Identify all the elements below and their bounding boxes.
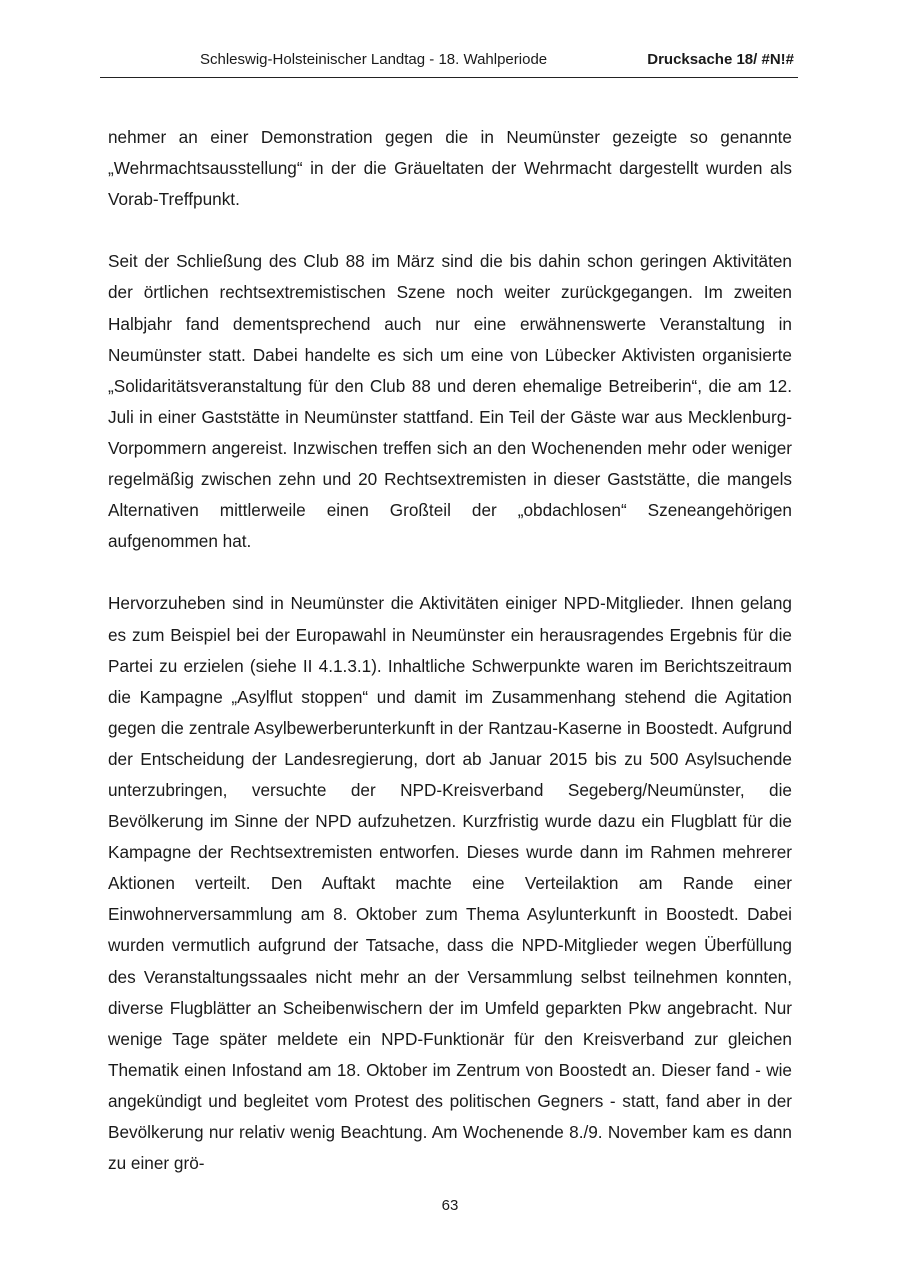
header-divider xyxy=(100,77,798,78)
page-number: 63 xyxy=(441,1197,459,1214)
header-document-number: Drucksache 18/ #N!# xyxy=(647,51,794,68)
paragraph: Seit der Schließung des Club 88 im März sind die bis dahin schon geringen Aktivitäten der örtlichen rechtsextremistischen Szene noch weiter zurückgegangen. Im zweiten Halbjahr fand dementsprechend auch nur eine erwähnenswerte Veranstaltung in Neumünster statt. Dabei handelte es sich um eine von Lübecker Aktivisten organisierte „Solidaritätsveranstaltung für den Club 88 und deren ehemalige Betreiberin“, die am 12. Juli in einer Gaststätte in Neumünster stattfand. Ein Teil der Gäste war aus Mecklenburg-Vorpommern angereist. Inzwischen treffen sich an den Wochenenden mehr oder weniger regelmäßig zwischen zehn und 20 Rechtsextremisten in dieser Gaststätte, die mangels Alternativen mittlerweile einen Großteil der „obdachlosen“ Szeneangehörigen aufgenommen hat. xyxy=(108,251,792,552)
paragraph: Hervorzuheben sind in Neumünster die Aktivitäten einiger NPD-Mitglieder. Ihnen gelang es zum Beispiel bei der Europawahl in Neumünster ein herausragendes Ergebnis für die Partei zu erzielen (siehe II 4.1.3.1). Inhaltliche Schwerpunkte waren im Berichtszeitraum die Kampagne „Asylflut stoppen“ und damit im Zusammenhang stehend die Agitation gegen die zentrale Asylbewerberunterkunft in der Rantzau-Kaserne in Boostedt. Aufgrund der Entscheidung der Landesregierung, dort ab Januar 2015 bis zu 500 Asylsuchende unterzubringen, versuchte der NPD-Kreisverband Segeberg/Neumünster, die Bevölkerung im Sinne der NPD aufzuhetzen. Kurzfristig wurde dazu ein Flugblatt für die Kampagne der Rechtsextremisten entworfen. Dieses wurde dann im Rahmen mehrerer Aktionen verteilt. Den Auftakt machte eine Verteilaktion am Rande einer Einwohnerversammlung am 8. Oktober zum Thema Asylunterkunft in Boostedt. Dabei wurden vermutlich aufgrund der Tatsache, dass die NPD-Mitglieder wegen Überfüllung des Veranstaltungssaales nicht mehr an der Versammlung selbst teilnehmen konnten, diverse Flugblätter an Scheibenwischern der im Umfeld geparkten Pkw angebracht. Nur wenige Tage später meldete ein NPD-Funktionär für den Kreisverband zur gleichen Thematik einen Infostand am 18. Oktober im Zentrum von Boostedt an. Dieser fand - wie angekündigt und begleitet vom Protest des politischen Gegners - statt, fand aber in der Bevölkerung nur relativ wenig Beachtung. Am Wochenende 8./9. November kam es dann zu einer grö- xyxy=(108,593,792,1174)
paragraph: nehmer an einer Demonstration gegen die in Neumünster gezeigte so genannte „Wehrmachtsausstellung“ in der die Gräueltaten der Wehrmacht dargestellt wurden als Vorab-Treffpunkt. xyxy=(108,127,792,210)
body-text xyxy=(108,122,792,1210)
header-title: Schleswig-Holsteinischer Landtag - 18. Wahlperiode xyxy=(200,51,548,68)
page-header xyxy=(100,50,798,76)
